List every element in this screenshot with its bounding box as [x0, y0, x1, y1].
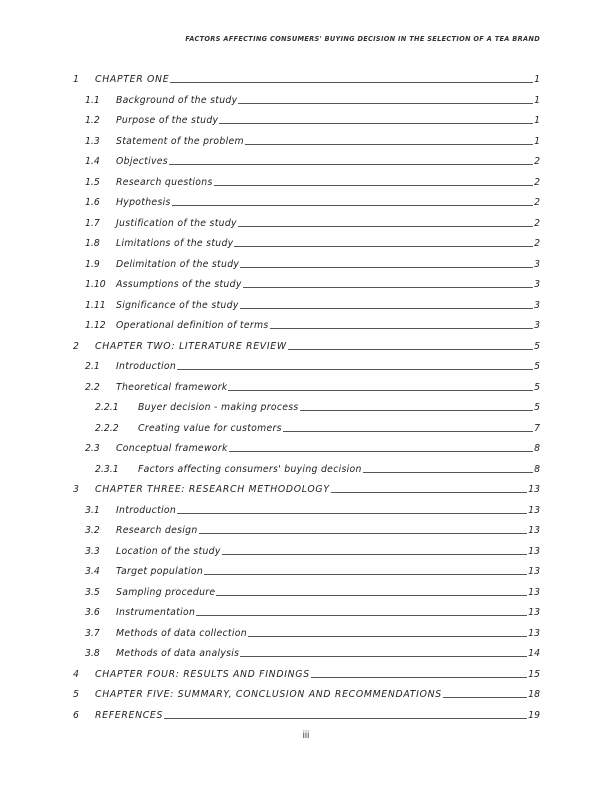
toc-entry-number: 5	[73, 689, 79, 700]
toc-entry-title[interactable]: Factors affecting consumers' buying decision	[138, 463, 362, 475]
page-number: iii	[302, 730, 310, 741]
toc-leader-line	[169, 164, 533, 165]
toc-leader-line	[234, 246, 533, 247]
toc-entry-page: 5	[534, 340, 540, 352]
toc-entry-page: 5	[534, 361, 540, 372]
toc-entry-number: 1	[73, 74, 79, 85]
toc-leader-line	[177, 513, 527, 514]
toc-entry-page: 1	[534, 94, 540, 106]
toc-entry-number: 1.8	[85, 238, 100, 249]
toc-entry-title[interactable]: Location of the study	[116, 545, 221, 557]
toc-leader-line	[204, 574, 527, 575]
toc-entry[interactable]	[0, 460, 612, 476]
toc-leader-line	[229, 451, 533, 452]
toc-entry-page: 13	[528, 504, 540, 516]
toc-entry-page: 13	[528, 545, 540, 557]
toc-leader-line	[240, 308, 533, 309]
toc-entry-title[interactable]: Significance of the study	[116, 299, 239, 311]
toc-entry-number: 2.3.1	[95, 463, 119, 475]
toc-entry-title[interactable]: Sampling procedure	[116, 586, 216, 598]
toc-entry-page: 8	[534, 443, 540, 454]
toc-entry[interactable]	[0, 316, 612, 332]
toc-entry-page: 8	[534, 463, 540, 475]
toc-entry[interactable]	[0, 357, 612, 373]
toc-leader-line	[214, 185, 533, 186]
toc-entry-title[interactable]: Limitations of the study	[116, 238, 234, 249]
toc-entry-number: 3.6	[85, 607, 100, 618]
toc-entry-page: 13	[528, 484, 540, 495]
toc-entry[interactable]	[0, 603, 612, 619]
toc-entry[interactable]	[0, 378, 612, 394]
toc-entry-number: 6	[73, 709, 79, 721]
toc-entry[interactable]	[0, 173, 612, 189]
toc-entry-number: 3.1	[85, 504, 100, 516]
toc-entry[interactable]	[0, 337, 612, 353]
toc-leader-line	[240, 656, 527, 657]
toc-entry-page: 14	[528, 648, 540, 659]
toc-leader-line	[243, 287, 533, 288]
toc-entry-title[interactable]: Introduction	[116, 504, 177, 516]
toc-leader-line	[245, 144, 533, 145]
toc-entry-page: 3	[534, 258, 540, 270]
toc-entry-page: 13	[528, 525, 540, 536]
running-header: FACTORS AFFECTING CONSUMERS' BUYING DECISION IN THE SELECTION OF A TEA BRAND	[185, 35, 540, 43]
toc-leader-line	[283, 431, 533, 432]
toc-entry-page: 2	[534, 156, 540, 167]
toc-entry-page: 1	[534, 115, 540, 126]
toc-leader-line	[443, 697, 527, 698]
toc-entry[interactable]	[0, 70, 612, 86]
toc-entry-number: 1.2	[85, 115, 100, 126]
toc-entry[interactable]	[0, 132, 612, 148]
toc-entry[interactable]	[0, 255, 612, 271]
toc-entry-title[interactable]: CHAPTER FOUR: RESULTS AND FINDINGS	[95, 668, 310, 680]
toc-entry-page: 13	[528, 566, 540, 577]
toc-leader-line	[288, 349, 533, 350]
toc-entry-page: 2	[534, 238, 540, 249]
toc-entry-title[interactable]: Creating value for customers	[138, 422, 282, 434]
toc-leader-line	[331, 492, 527, 493]
toc-entry-page: 1	[534, 74, 540, 85]
toc-entry-number: 3	[73, 484, 79, 495]
toc-entry[interactable]	[0, 234, 612, 250]
toc-entry-number: 3.8	[85, 648, 100, 659]
toc-leader-line	[164, 718, 527, 719]
toc-entry[interactable]	[0, 91, 612, 107]
toc-entry-number: 3.5	[85, 586, 100, 598]
toc-entry-number: 1.4	[85, 156, 100, 167]
toc-entry-number: 1.11	[85, 299, 106, 311]
toc-entry-number: 3.7	[85, 627, 100, 639]
toc-entry[interactable]	[0, 685, 612, 701]
toc-entry-number: 2.2	[85, 381, 100, 393]
toc-entry-page: 2	[534, 197, 540, 208]
toc-entry-number: 1.1	[85, 94, 100, 106]
toc-entry-number: 2.3	[85, 443, 100, 454]
toc-entry-title[interactable]: Statement of the problem	[116, 135, 244, 147]
toc-entry-page: 13	[528, 586, 540, 598]
toc-entry-page: 19	[528, 709, 540, 721]
toc-entry-title[interactable]: CHAPTER THREE: RESEARCH METHODOLOGY	[95, 484, 330, 495]
toc-entry[interactable]	[0, 419, 612, 435]
toc-entry[interactable]	[0, 644, 612, 660]
toc-entry-title[interactable]: Research questions	[116, 176, 213, 188]
toc-leader-line	[238, 226, 533, 227]
toc-entry-number: 1.12	[85, 320, 106, 331]
toc-leader-line	[228, 390, 533, 391]
toc-entry-title[interactable]: Introduction	[116, 361, 177, 372]
toc-entry-title[interactable]: Delimitation of the study	[116, 258, 240, 270]
toc-entry[interactable]	[0, 665, 612, 681]
toc-entry[interactable]	[0, 214, 612, 230]
toc-entry-title[interactable]: Justification of the study	[116, 217, 237, 229]
toc-entry-title[interactable]: REFERENCES	[95, 709, 164, 721]
toc-entry[interactable]	[0, 562, 612, 578]
toc-entry-number: 1.7	[85, 217, 100, 229]
toc-entry-number: 3.4	[85, 566, 100, 577]
toc-entry-title[interactable]: Methods of data analysis	[116, 648, 240, 659]
toc-entry-page: 13	[528, 627, 540, 639]
toc-entry[interactable]	[0, 501, 612, 517]
toc-entry-number: 4	[73, 668, 79, 680]
toc-entry[interactable]	[0, 521, 612, 537]
toc-entry-number: 1.9	[85, 258, 100, 270]
toc-entry[interactable]	[0, 152, 612, 168]
toc-entry[interactable]	[0, 480, 612, 496]
toc-entry-title[interactable]: Research design	[116, 525, 198, 536]
toc-entry-page: 18	[528, 689, 540, 700]
toc-leader-line	[219, 123, 533, 124]
toc-entry-page: 3	[534, 279, 540, 290]
toc-entry-page: 15	[528, 668, 540, 680]
toc-entry-title[interactable]: Methods of data collection	[116, 627, 247, 639]
toc-entry[interactable]	[0, 583, 612, 599]
toc-entry-page: 1	[534, 135, 540, 147]
toc-entry-page: 2	[534, 176, 540, 188]
toc-leader-line	[363, 472, 533, 473]
toc-entry[interactable]	[0, 398, 612, 414]
toc-leader-line	[238, 103, 533, 104]
toc-entry[interactable]	[0, 275, 612, 291]
toc-entry[interactable]	[0, 193, 612, 209]
toc-entry-title[interactable]: Objectives	[116, 156, 168, 167]
toc-leader-line	[172, 205, 533, 206]
toc-leader-line	[170, 82, 533, 83]
toc-entry-page: 3	[534, 299, 540, 311]
toc-entry[interactable]	[0, 296, 612, 312]
toc-entry-number: 2.2.1	[95, 402, 119, 413]
toc-entry-page: 3	[534, 320, 540, 331]
toc-entry-page: 2	[534, 217, 540, 229]
toc-entry-number: 1.10	[85, 279, 106, 290]
toc-entry-number: 1.3	[85, 135, 100, 147]
toc-leader-line	[199, 533, 528, 534]
toc-entry[interactable]	[0, 439, 612, 455]
toc-entry-number: 2.1	[85, 361, 100, 372]
toc-leader-line	[240, 267, 533, 268]
toc-entry[interactable]	[0, 111, 612, 127]
toc-entry-number: 3.3	[85, 545, 100, 557]
toc-entry-title[interactable]: Theoretical framework	[116, 381, 228, 393]
toc-entry-page: 5	[534, 381, 540, 393]
toc-entry-page: 7	[534, 422, 540, 434]
toc-entry-title[interactable]: Instrumentation	[116, 607, 196, 618]
toc-entry-title[interactable]: Buyer decision - making process	[138, 402, 299, 413]
toc-entry-number: 2	[73, 340, 79, 352]
toc-entry-title[interactable]: Background of the study	[116, 94, 238, 106]
toc-entry-title[interactable]: Target population	[116, 566, 204, 577]
toc-leader-line	[216, 595, 527, 596]
toc-entry-title[interactable]: Assumptions of the study	[116, 279, 242, 290]
toc-leader-line	[270, 328, 534, 329]
toc-entry-title[interactable]: Purpose of the study	[116, 115, 219, 126]
toc-leader-line	[311, 677, 527, 678]
toc-leader-line	[222, 554, 528, 555]
toc-entry-number: 1.5	[85, 176, 100, 188]
toc-entry-title[interactable]: CHAPTER ONE	[95, 74, 170, 85]
toc-entry-page: 5	[534, 402, 540, 413]
toc-entry-title[interactable]: Hypothesis	[116, 197, 171, 208]
toc-entry-page: 13	[528, 607, 540, 618]
toc-entry-title[interactable]: CHAPTER TWO: LITERATURE REVIEW	[95, 340, 287, 352]
toc-entry[interactable]	[0, 542, 612, 558]
toc-entry-number: 1.6	[85, 197, 100, 208]
toc-entry-title[interactable]: CHAPTER FIVE: SUMMARY, CONCLUSION AND RECOMMENDATIONS	[95, 689, 442, 700]
toc-entry-number: 2.2.2	[95, 422, 119, 434]
toc-entry[interactable]	[0, 706, 612, 722]
toc-leader-line	[248, 636, 527, 637]
toc-entry-title[interactable]: Operational definition of terms	[116, 320, 269, 331]
toc-leader-line	[196, 615, 527, 616]
toc-leader-line	[300, 410, 534, 411]
toc-entry[interactable]	[0, 624, 612, 640]
toc-entry-number: 3.2	[85, 525, 100, 536]
toc-entry-title[interactable]: Conceptual framework	[116, 443, 228, 454]
toc-leader-line	[177, 369, 533, 370]
